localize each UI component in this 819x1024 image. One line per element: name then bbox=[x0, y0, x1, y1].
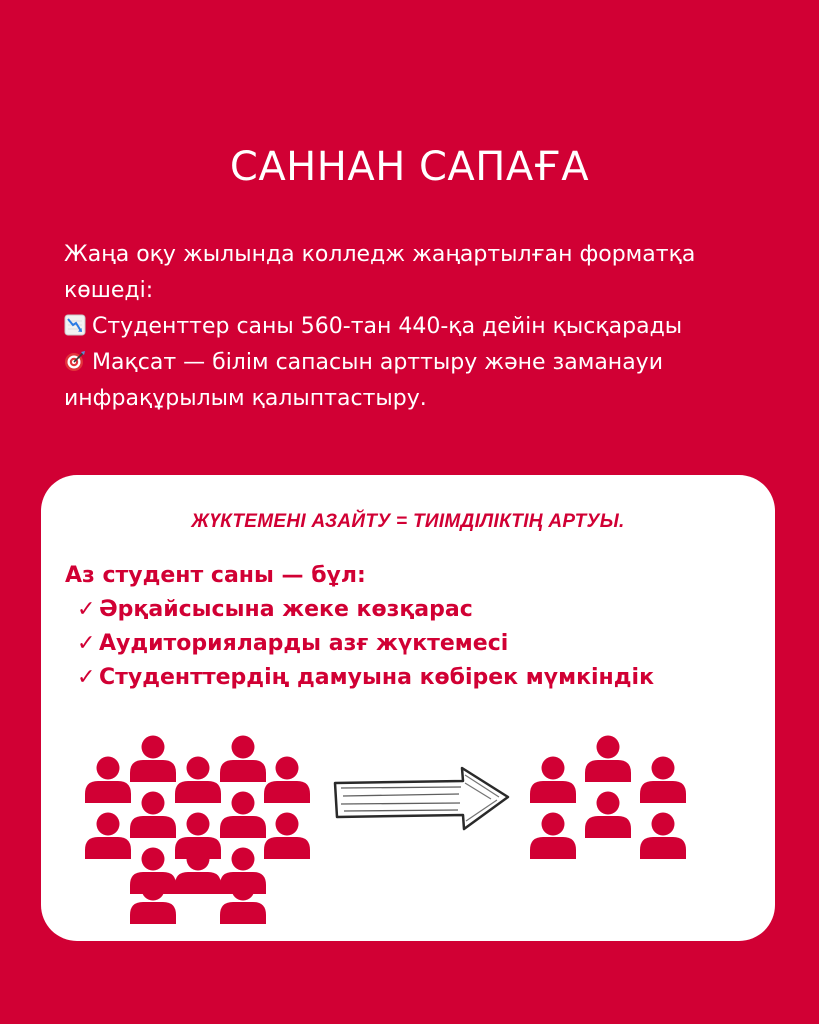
chart-decreasing-icon bbox=[64, 314, 86, 336]
person-icon bbox=[264, 757, 310, 804]
person-icon bbox=[85, 813, 131, 860]
person-icon bbox=[85, 757, 131, 804]
checkmark-icon: ✓ bbox=[77, 631, 96, 656]
group-reduction-illustration bbox=[41, 725, 775, 935]
list-item-text: Аудиторияларды азғ жүктемесі bbox=[99, 631, 509, 656]
target-icon bbox=[64, 350, 86, 372]
checkmark-icon: ✓ bbox=[77, 597, 96, 622]
person-icon bbox=[530, 757, 576, 804]
illustration-svg bbox=[41, 725, 775, 935]
person-icon bbox=[640, 757, 686, 804]
list-item bbox=[65, 661, 654, 695]
slogan: ЖҮКТЕМЕНІ АЗАЙТУ = ТИІМДІЛІКТІҢ АРТУЫ. bbox=[191, 511, 625, 532]
page-title: САННАН САПАҒА bbox=[229, 144, 590, 190]
intro-line-3 bbox=[64, 309, 784, 345]
intro-line-5: инфрақұрылым қалыптастыру. bbox=[64, 386, 427, 411]
list-item bbox=[65, 593, 654, 627]
benefits-lead: Аз студент саны — бұл: bbox=[65, 563, 366, 588]
benefits-card bbox=[41, 475, 775, 941]
person-icon bbox=[264, 813, 310, 860]
right-arrow-icon bbox=[335, 768, 508, 829]
person-icon bbox=[130, 792, 176, 839]
intro-line-2: көшеді: bbox=[64, 278, 154, 303]
checkmark-icon: ✓ bbox=[77, 665, 96, 690]
person-icon bbox=[585, 792, 631, 839]
person-icon bbox=[220, 736, 266, 783]
person-icon bbox=[130, 736, 176, 783]
large-crowd-icon bbox=[85, 736, 310, 925]
list-item bbox=[65, 627, 654, 661]
intro-line-4-text: Мақсат — білім сапасын арттыру және заманауи bbox=[92, 350, 663, 375]
benefits-list bbox=[65, 559, 654, 695]
intro-line-1: Жаңа оқу жылында колледж жаңартылған форматқа bbox=[64, 242, 696, 267]
intro-text bbox=[64, 237, 784, 417]
person-icon bbox=[530, 813, 576, 860]
small-group-icon bbox=[530, 736, 686, 860]
intro-line-3-text: Студенттер саны 560-тан 440-қа дейін қысқарады bbox=[92, 314, 683, 339]
list-item-text: Студенттердің дамуына көбірек мүмкіндік bbox=[99, 665, 654, 690]
list-item-text: Әрқайсысына жеке көзқарас bbox=[99, 597, 473, 622]
intro-line-4 bbox=[64, 345, 784, 381]
person-icon bbox=[585, 736, 631, 783]
person-icon bbox=[220, 792, 266, 839]
person-icon bbox=[175, 757, 221, 804]
person-icon bbox=[640, 813, 686, 860]
